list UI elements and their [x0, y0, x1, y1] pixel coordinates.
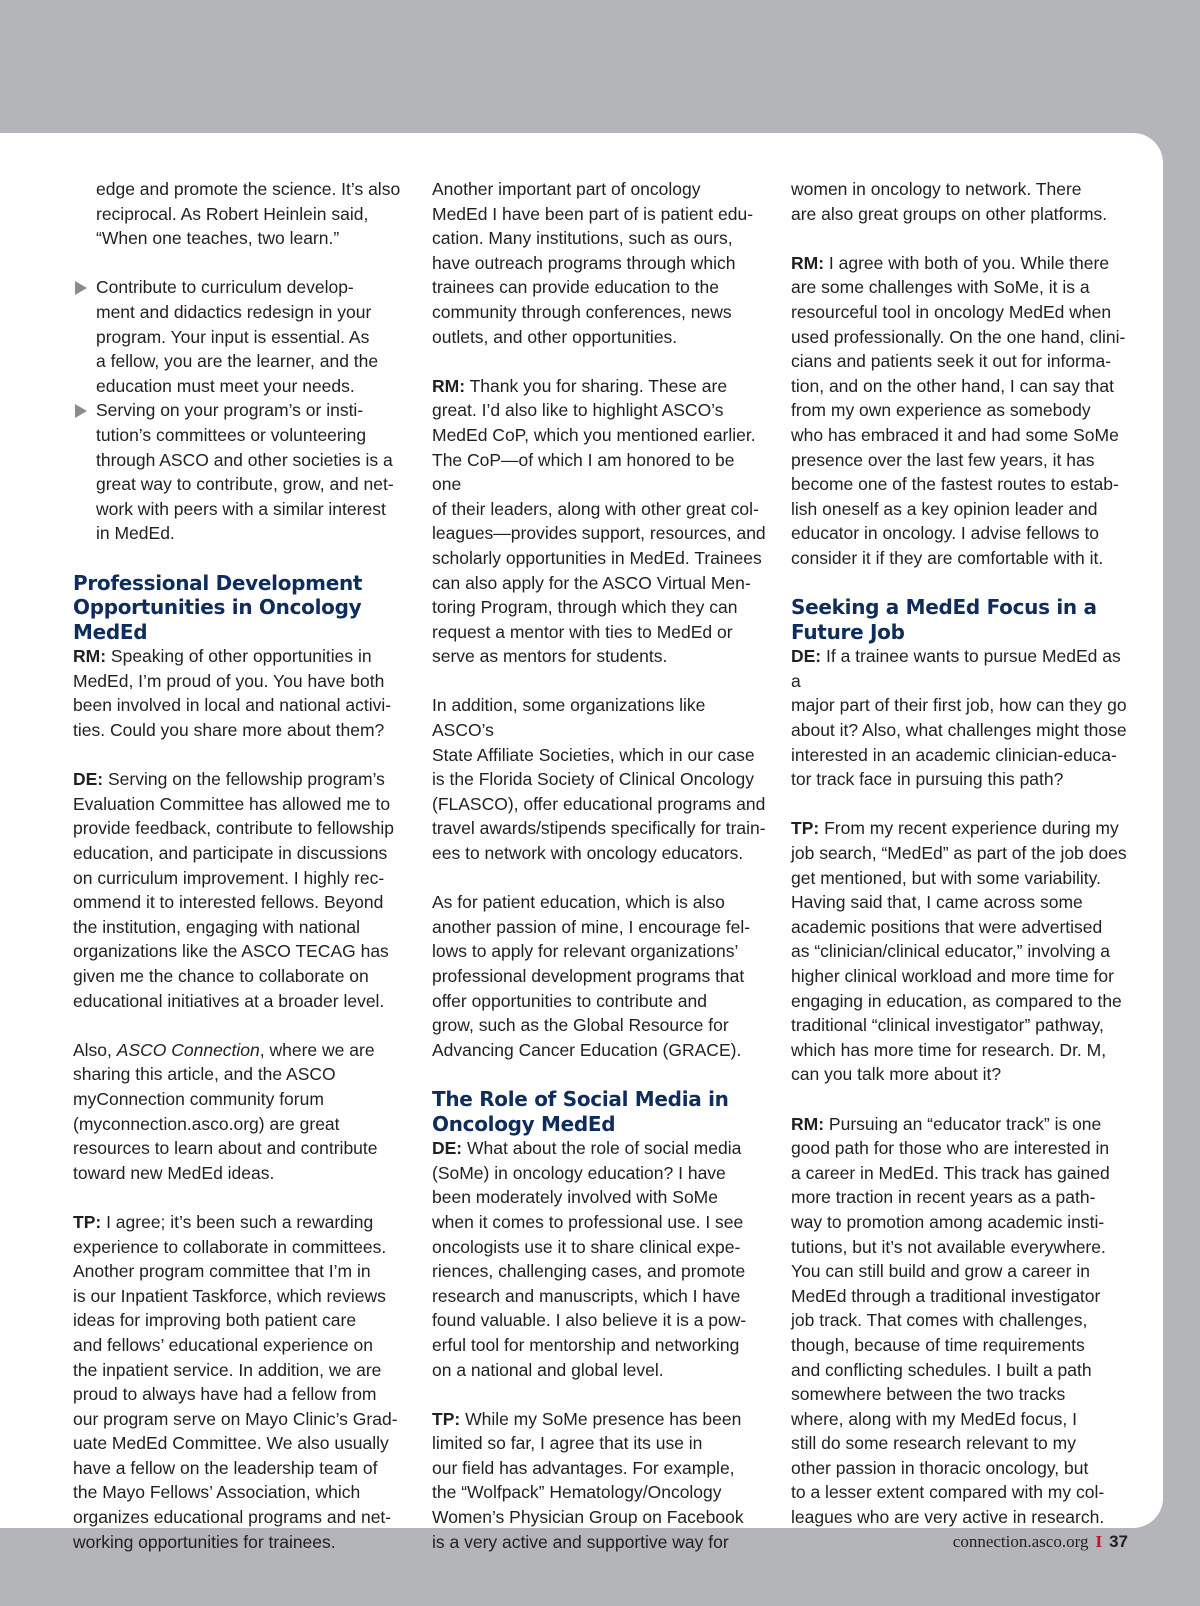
text-line: in MedEd.	[96, 523, 175, 544]
section-heading	[73, 571, 409, 645]
text-line: Pursuing an “educator track” is one	[824, 1113, 1102, 1134]
column-2	[432, 177, 768, 1554]
text-line: though, because of time requirements	[791, 1334, 1085, 1355]
section-heading	[432, 1087, 768, 1136]
text-line: Professional Development	[73, 570, 363, 595]
text-line: Seeking a MedEd Focus in a	[791, 595, 1097, 620]
text-line: tution’s committees or volunteering	[96, 424, 367, 445]
paragraph-text: Also,	[73, 1039, 117, 1060]
text-line: been moderately involved with SoMe	[432, 1187, 718, 1208]
text-line: become one of the fastest routes to estab-	[791, 474, 1119, 495]
paragraph-text	[73, 1064, 378, 1182]
bullet-text	[96, 275, 409, 398]
text-line: MedEd, I’m proud of you. You have both	[73, 670, 385, 691]
speaker-label: DE:	[432, 1138, 463, 1159]
text-line: outlets, and other opportunities.	[432, 326, 678, 347]
text-line: State Affiliate Societies, which in our case	[432, 744, 755, 765]
text-line: ommend it to interested fellows. Beyond	[73, 892, 384, 913]
text-line: academic positions that were advertised	[791, 916, 1103, 937]
text-line: limited so far, I agree that its use in	[432, 1433, 703, 1454]
text-line: traditional “clinical investigator” pathway,	[791, 1015, 1104, 1036]
bullet-item	[73, 398, 409, 546]
paragraph-text	[791, 253, 1125, 568]
speaker-label: RM:	[73, 646, 107, 667]
text-line: is our Inpatient Taskforce, which reviews	[73, 1285, 386, 1306]
text-line: proud to always have had a fellow from	[73, 1384, 377, 1405]
paragraph-text	[791, 646, 1127, 789]
text-line: research and manuscripts, which I have	[432, 1285, 741, 1306]
text-line: our field has advantages. For example,	[432, 1457, 735, 1478]
text-line: consider it if they are comfortable with it.	[791, 547, 1104, 568]
text-line: leagues—provides support, resources, and	[432, 523, 766, 544]
text-line: provide feedback, contribute to fellowship	[73, 818, 395, 839]
text-line: The CoP—of which I am honored to be one	[432, 449, 735, 495]
text-line: somewhere between the two tracks	[791, 1384, 1066, 1405]
text-line: Future Job	[791, 619, 905, 644]
bullet-item	[73, 275, 409, 398]
text-line: experience to collaborate in committees.	[73, 1236, 387, 1257]
text-line: I agree; it’s been such a rewarding	[101, 1211, 374, 1232]
text-line: grow, such as the Global Resource for	[432, 1015, 729, 1036]
speaker-label: DE:	[73, 769, 104, 790]
text-line: other passion in thoracic oncology, but	[791, 1457, 1089, 1478]
text-line: scholarly opportunities in MedEd. Trainees	[432, 547, 762, 568]
text-line: erful tool for mentorship and networking	[432, 1334, 740, 1355]
paragraph-text	[791, 1114, 1110, 1528]
speaker-label: TP:	[791, 818, 820, 839]
text-line: travel awards/stipends specifically for train-	[432, 818, 766, 839]
section-heading	[791, 595, 1127, 644]
text-line: from my own experience as somebody	[791, 400, 1091, 421]
text-line: presence over the last few years, it has	[791, 449, 1095, 470]
text-line: still do some research relevant to my	[791, 1433, 1076, 1454]
text-line: myConnection community forum	[73, 1088, 324, 1109]
text-line: In addition, some organizations like ASCO’s	[432, 695, 706, 741]
column-1	[73, 177, 409, 1554]
text-line: As for patient education, which is also	[432, 892, 725, 913]
text-line: is the Florida Society of Clinical Oncology	[432, 769, 754, 790]
text-line: the Mayo Fellows’ Association, which	[73, 1482, 361, 1503]
text-line: serve as mentors for students.	[432, 646, 668, 667]
text-line: about it? Also, what challenges might those	[791, 720, 1127, 741]
text-line: when it comes to professional use. I see	[432, 1211, 744, 1232]
paragraph	[791, 177, 1127, 226]
text-line: ment and didactics redesign in your	[96, 301, 372, 322]
text-line: organizes educational programs and net-	[73, 1507, 392, 1528]
text-line: been involved in local and national activi-	[73, 695, 392, 716]
text-line: to a lesser extent compared with my col-	[791, 1482, 1105, 1503]
text-line: organizations like the ASCO TECAG has	[73, 941, 389, 962]
text-line: resourceful tool in oncology MedEd when	[791, 301, 1112, 322]
text-line: great. I’d also like to highlight ASCO’s	[432, 400, 724, 421]
text-line: get mentioned, but with some variability.	[791, 867, 1101, 888]
text-line: “When one teaches, two learn.”	[96, 228, 340, 249]
text-line: request a mentor with ties to MedEd or	[432, 621, 733, 642]
text-line: another passion of mine, I encourage fel-	[432, 916, 751, 937]
text-line: cians and patients seek it out for informa-	[791, 351, 1112, 372]
text-line: Opportunities in Oncology MedEd	[73, 595, 362, 644]
text-line: work with peers with a similar interest	[96, 498, 386, 519]
text-line: oncologists use it to share clinical expe-	[432, 1236, 741, 1257]
speaker-label: RM:	[791, 252, 825, 273]
text-line: of their leaders, along with other great col-	[432, 498, 759, 519]
footer-site: connection.asco.org	[952, 1532, 1089, 1551]
dialogue-paragraph	[791, 644, 1127, 792]
text-line: a fellow, you are the learner, and the	[96, 351, 379, 372]
text-line: professional development programs that	[432, 966, 745, 986]
text-line: job search, “MedEd” as part of the job does	[791, 843, 1127, 864]
paragraph	[73, 1038, 409, 1186]
text-line: riences, challenging cases, and promote	[432, 1261, 746, 1282]
text-line: have a fellow on the leadership team of	[73, 1457, 378, 1478]
speaker-label: TP:	[73, 1211, 102, 1232]
paragraph-text	[73, 769, 394, 1010]
intro-continuation	[73, 177, 409, 251]
paragraph-text	[432, 376, 766, 667]
text-line: tutions, but it’s not available everywhere.	[791, 1236, 1106, 1257]
text-line: have outreach programs through which	[432, 252, 736, 273]
dialogue-paragraph	[432, 1407, 768, 1555]
text-line: tor track face in pursuing this path?	[791, 769, 1064, 790]
text-line: way to promotion among academic insti-	[791, 1211, 1105, 1232]
text-line: are some challenges with SoMe, it is a	[791, 277, 1090, 298]
dialogue-paragraph	[73, 644, 409, 742]
text-line: Serving on your program’s or insti-	[96, 400, 364, 421]
text-line: MedEd CoP, which you mentioned earlier.	[432, 424, 756, 445]
text-line: uate MedEd Committee. We also usually	[73, 1433, 389, 1454]
bullet-triangle-icon	[75, 281, 87, 295]
text-line: women in oncology to network. There	[791, 179, 1082, 199]
paragraph-text	[73, 646, 391, 740]
text-line: are also great groups on other platforms.	[791, 203, 1108, 224]
text-line: lish oneself as a key opinion leader and	[791, 498, 1098, 519]
text-line: (myconnection.asco.org) are great	[73, 1113, 340, 1134]
footer-separator: I	[1095, 1532, 1103, 1551]
paragraph	[432, 693, 768, 865]
text-line: through ASCO and other societies is a	[96, 449, 393, 470]
text-line: MedEd I have been part of is patient edu-	[432, 203, 754, 224]
paragraph-text: , where we are	[259, 1039, 375, 1060]
text-line: Having said that, I came across some	[791, 892, 1083, 913]
text-line: The Role of Social Media in	[432, 1086, 729, 1111]
text-line: While my SoMe presence has been	[460, 1408, 742, 1429]
bullet-triangle-icon	[75, 404, 87, 418]
text-line: toward new MedEd ideas.	[73, 1162, 275, 1183]
text-line: Another program committee that I’m in	[73, 1261, 371, 1282]
text-line: leagues who are very active in research.	[791, 1507, 1105, 1528]
text-line: is a very active and supportive way for	[432, 1531, 729, 1552]
speaker-label: RM:	[791, 1113, 825, 1134]
dialogue-paragraph	[73, 767, 409, 1013]
text-line: a career in MedEd. This track has gained	[791, 1162, 1110, 1183]
text-line: You can still build and grow a career in	[791, 1261, 1090, 1282]
text-line: where, along with my MedEd focus, I	[791, 1408, 1077, 1429]
text-line: great way to contribute, grow, and net-	[96, 474, 394, 495]
text-line: higher clinical workload and more time for	[791, 966, 1114, 986]
text-line: (SoMe) in oncology education? I have	[432, 1162, 726, 1183]
text-line: education, and participate in discussions	[73, 843, 388, 864]
text-line: working opportunities for trainees.	[73, 1531, 336, 1552]
page-footer	[953, 1532, 1128, 1552]
publication-title: ASCO Connection	[116, 1039, 260, 1060]
paragraph-text	[432, 1138, 746, 1379]
text-line: education must meet your needs.	[96, 375, 355, 396]
dialogue-paragraph	[791, 251, 1127, 571]
text-line: as “clinician/clinical educator,” involving a	[791, 941, 1111, 962]
text-line: Serving on the fellowship program’s	[103, 769, 385, 790]
text-line: Advancing Cancer Education (GRACE).	[432, 1039, 742, 1060]
dialogue-paragraph	[791, 1112, 1127, 1530]
text-line: used professionally. On the one hand, clini-	[791, 326, 1126, 347]
text-line: resources to learn about and contribute	[73, 1138, 378, 1159]
dialogue-paragraph	[432, 374, 768, 669]
text-line: which has more time for research. Dr. M,	[791, 1039, 1107, 1060]
text-line: What about the role of social media	[462, 1138, 742, 1159]
text-line: trainees can provide education to the	[432, 277, 719, 298]
speaker-label: DE:	[791, 646, 822, 667]
text-line: offer opportunities to contribute and	[432, 990, 708, 1011]
text-line: If a trainee wants to pursue MedEd as a	[791, 646, 1121, 691]
text-line: and conflicting schedules. I built a path	[791, 1359, 1092, 1380]
paragraph-text	[791, 818, 1127, 1084]
text-line: Women’s Physician Group on Facebook	[432, 1507, 744, 1528]
text-line: educator in oncology. I advise fellows to	[791, 523, 1100, 544]
text-line: more traction in recent years as a path-	[791, 1187, 1096, 1208]
text-line: on a national and global level.	[432, 1359, 664, 1380]
text-line: sharing this article, and the ASCO	[73, 1064, 336, 1085]
text-line: Another important part of oncology	[432, 179, 701, 199]
text-line: interested in an academic clinician-educa-	[791, 744, 1117, 765]
text-line: can also apply for the ASCO Virtual Men-	[432, 572, 751, 593]
text-line: engaging in education, as compared to the	[791, 990, 1122, 1011]
text-line: Oncology MedEd	[432, 1111, 616, 1136]
page-number: 37	[1109, 1532, 1128, 1551]
text-line: From my recent experience during my	[819, 818, 1119, 839]
text-line: reciprocal. As Robert Heinlein said,	[96, 203, 369, 224]
text-line: the “Wolfpack” Hematology/Oncology	[432, 1482, 722, 1503]
paragraph	[432, 890, 768, 1062]
column-3	[791, 177, 1127, 1530]
text-line: Contribute to curriculum develop-	[96, 277, 354, 298]
text-line: can you talk more about it?	[791, 1064, 1002, 1085]
text-line: edge and promote the science. It’s also	[96, 179, 401, 199]
text-line: who has embraced it and had some SoMe	[791, 424, 1119, 445]
text-line: job track. That comes with challenges,	[791, 1310, 1088, 1331]
dialogue-paragraph	[791, 816, 1127, 1087]
text-line: our program serve on Mayo Clinic’s Grad-	[73, 1408, 398, 1429]
text-line: found valuable. I also believe it is a pow-	[432, 1310, 747, 1331]
text-line: tion, and on the other hand, I can say that	[791, 375, 1115, 396]
text-line: educational initiatives at a broader level.	[73, 990, 385, 1011]
text-line: program. Your input is essential. As	[96, 326, 370, 347]
paragraph-text	[432, 1409, 744, 1552]
text-line: Thank you for sharing. These are	[465, 375, 728, 396]
dialogue-paragraph	[432, 1136, 768, 1382]
paragraph	[432, 177, 768, 349]
speaker-label: RM:	[432, 375, 466, 396]
text-line: and fellows’ educational experience on	[73, 1334, 373, 1355]
text-line: (FLASCO), offer educational programs and	[432, 793, 766, 814]
text-line: the institution, engaging with national	[73, 916, 361, 937]
text-line: I agree with both of you. While there	[824, 252, 1110, 273]
text-line: lows to apply for relevant organizations’	[432, 941, 739, 962]
text-line: cation. Many institutions, such as ours,	[432, 228, 733, 249]
text-line: on curriculum improvement. I highly rec-	[73, 867, 385, 888]
bullet-text	[96, 398, 409, 546]
text-line: toring Program, through which they can	[432, 597, 738, 618]
text-line: Speaking of other opportunities in	[106, 646, 372, 667]
text-line: major part of their first job, how can they go	[791, 695, 1127, 716]
text-line: Evaluation Committee has allowed me to	[73, 793, 391, 814]
text-line: good path for those who are interested in	[791, 1138, 1110, 1159]
text-line: ties. Could you share more about them?	[73, 720, 385, 741]
text-line: ees to network with oncology educators.	[432, 843, 744, 864]
text-line: given me the chance to collaborate on	[73, 966, 369, 986]
dialogue-paragraph	[73, 1210, 409, 1554]
text-line: ideas for improving both patient care	[73, 1310, 357, 1331]
speaker-label: TP:	[432, 1408, 461, 1429]
text-line: the inpatient service. In addition, we are	[73, 1359, 382, 1380]
text-line: MedEd through a traditional investigator	[791, 1285, 1101, 1306]
paragraph-text	[73, 1212, 398, 1552]
text-line: community through conferences, news	[432, 301, 732, 322]
